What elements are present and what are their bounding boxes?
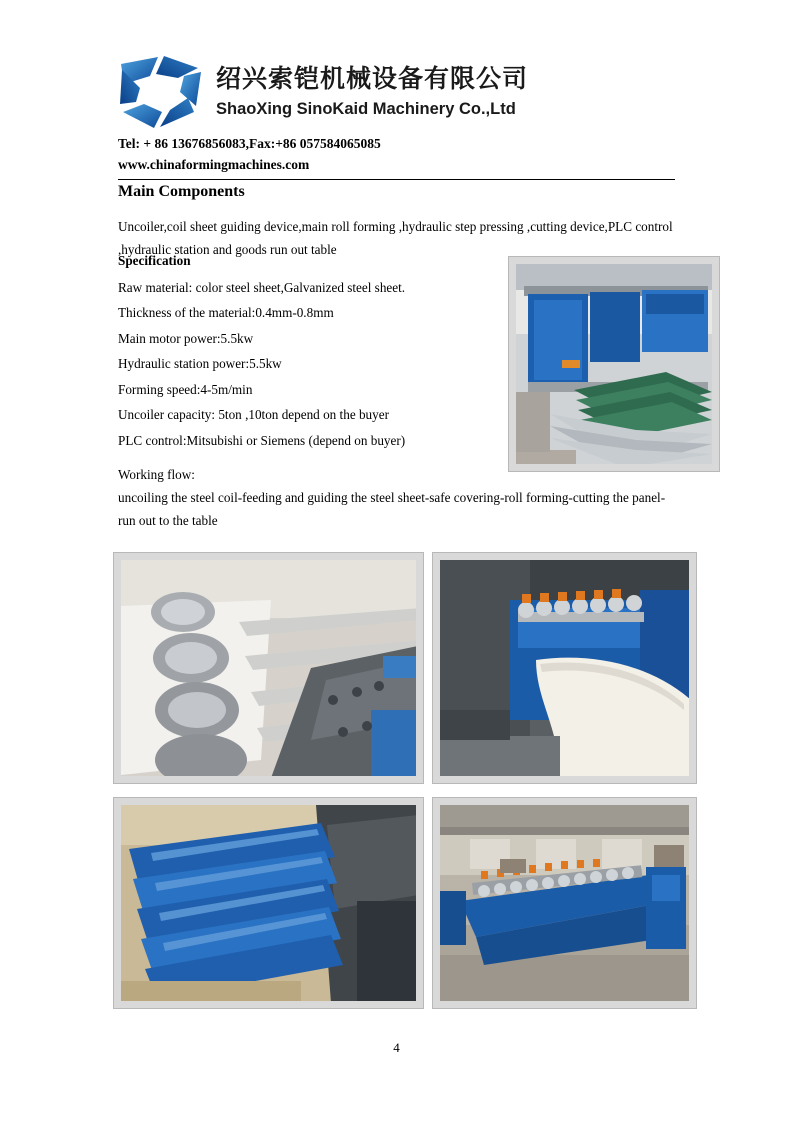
working-flow-block (118, 463, 678, 532)
company-name-chinese: 绍兴索铠机械设备有限公司 (216, 65, 529, 93)
company-name-block (216, 64, 528, 121)
letterhead (118, 52, 678, 132)
photo-forming-rollers-closeup (113, 552, 424, 784)
spec-item: Forming speed:4-5m/min (118, 381, 253, 397)
company-name-english: ShaoXing SinoKaid Machinery Co.,Ltd (216, 99, 516, 118)
spec-item: Main motor power:5.5kw (118, 330, 254, 346)
contact-block (118, 134, 675, 180)
photo-sheet-entering-forming-machine (432, 552, 697, 784)
header-divider (118, 179, 675, 180)
phone-fax-line: Tel: + 86 13676856083,Fax:+86 057584065085 (118, 136, 381, 151)
components-paragraph: Uncoiler,coil sheet guiding device,main roll forming ,hydraulic step pressing ,cutting device,PLC control ,hydraulic station and goods run out table (118, 219, 673, 258)
working-flow-text: uncoiling the steel coil-feeding and guiding the steel sheet-safe covering-roll forming-cutting the panel-run out to the table (118, 490, 666, 529)
spec-item: Raw material: color steel sheet,Galvanized steel sheet. (118, 280, 406, 295)
photo-full-production-line-in-factory (432, 797, 697, 1009)
page-number: 4 (393, 1040, 400, 1055)
photo-roll-forming-line-with-stacked-panels (508, 256, 720, 472)
spec-item: Uncoiler capacity: 5ton ,10ton depend on the buyer (118, 407, 389, 423)
photo-blue-formed-panel-output (113, 797, 424, 1009)
pinwheel-logo-icon (118, 54, 204, 130)
specification-label: Specification (118, 253, 191, 268)
specification-list (118, 275, 508, 453)
spec-item: PLC control:Mitsubishi or Siemens (depend on buyer) (118, 432, 406, 448)
spec-item: Thickness of the material:0.4mm-0.8mm (118, 305, 334, 321)
website-line[interactable]: www.chinaformingmachines.com (118, 156, 310, 172)
working-flow-label: Working flow: (118, 467, 195, 482)
page-title: Main Components (118, 183, 245, 200)
spec-item: Hydraulic station power:5.5kw (118, 356, 282, 372)
